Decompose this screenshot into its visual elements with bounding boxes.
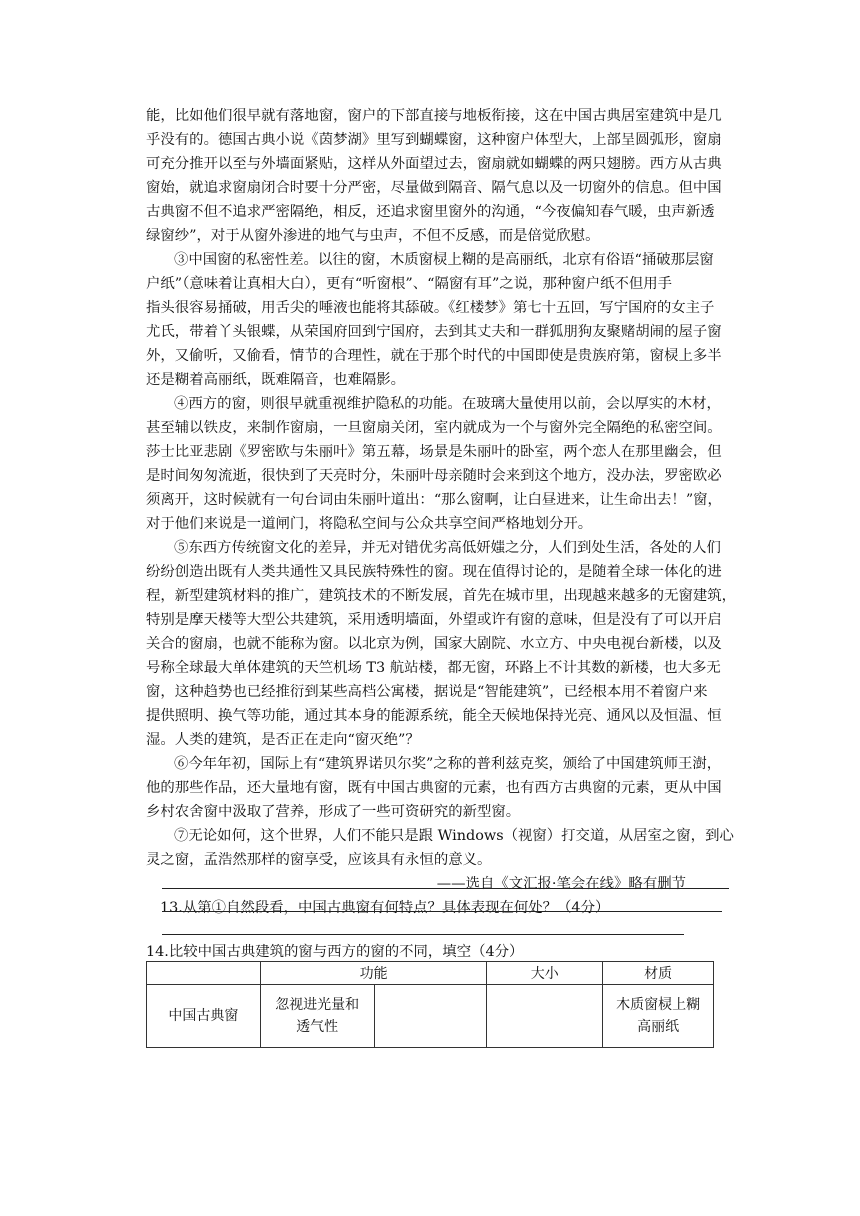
text-line: 他的那些作品，还大量地有窗，既有中国古典窗的元素，也有西方古典窗的元素，更从中国 bbox=[146, 780, 722, 796]
question-13: 13.从第①自然段看，中国古典窗有何特点？具体表现在何处？（4分） bbox=[160, 900, 610, 916]
question-14: 14.比较中国古典建筑的窗与西方的窗的不同，填空（4分） bbox=[146, 944, 524, 960]
header-empty-cell bbox=[147, 962, 261, 985]
text-line: 是时间匆匆流逝，很快到了天亮时分，朱丽叶母亲随时会来到这个地方，没办法，罗密欧必 bbox=[146, 468, 722, 484]
material-line-1: 木质窗棂上糊 bbox=[616, 997, 701, 1013]
header-function: 功能 bbox=[260, 962, 487, 985]
text-line: ④西方的窗，则很早就重视维护隐私的功能。在玻璃大量使用以前，会以厚实的木材， bbox=[174, 396, 721, 412]
text-line: ③中国窗的私密性差。以往的窗，木质窗棂上糊的是高丽纸，北京有俗语“捅破那层窗 bbox=[174, 252, 714, 268]
text-line: 能，比如他们很早就有落地窗，窗户的下部直接与地板衔接，这在中国古典居室建筑中是几 bbox=[146, 108, 722, 124]
table-row bbox=[147, 985, 714, 1048]
text-line: ⑦无论如何，这个世界，人们不能只是跟 Windows（视窗）打交道，从居室之窗，到心 bbox=[174, 828, 734, 844]
answer-line-3[interactable] bbox=[162, 934, 684, 935]
text-line: 对于他们来说是一道闸门，将隐私空间与公众共享空间严格地划分开。 bbox=[146, 516, 593, 532]
text-line: 须离开，这时候就有一句台词由朱丽叶道出：“那么窗啊，让白昼进来，让生命出去！”窗， bbox=[146, 492, 722, 508]
text-line: 外，又偷听，又偷看，情节的合理性，就在于那个时代的中国即使是贵族府第，窗棂上多半 bbox=[146, 348, 722, 364]
material-line-2: 高丽纸 bbox=[637, 1019, 680, 1035]
source-citation: ——选自《文汇报·笔会在线》略有删节 bbox=[436, 876, 686, 892]
text-line: 灵之窗，孟浩然那样的窗享受，应该具有永恒的意义。 bbox=[146, 852, 492, 868]
function-given-line-2: 透气性 bbox=[296, 1019, 339, 1035]
answer-line-2[interactable] bbox=[162, 911, 722, 912]
text-line: 纷纷创造出既有人类共通性又具民族特殊性的窗。现在值得讨论的，是随着全球一体化的进 bbox=[146, 564, 722, 580]
text-line: 还是糊着高丽纸，既难隔音，也难隔影。 bbox=[146, 372, 406, 388]
text-line: 乎没有的。德国古典小说《茵梦湖》里写到蝴蝶窗，这种窗户体型大，上部呈圆弧形，窗扇 bbox=[146, 132, 722, 148]
function-given-line-1: 忽视进光量和 bbox=[275, 997, 360, 1013]
text-line: 可充分推开以至与外墙面紧贴，这样从外面望过去，窗扇就如蝴蝶的两只翅膀。西方从古典 bbox=[146, 156, 722, 172]
header-size: 大小 bbox=[487, 962, 603, 985]
text-line: 提供照明、换气等功能，通过其本身的能源系统，能全天候地保持光亮、通风以及恒温、恒 bbox=[146, 708, 722, 724]
function-blank-cell[interactable] bbox=[374, 985, 487, 1048]
row-label: 中国古典窗 bbox=[147, 985, 261, 1048]
text-line: 号称全球最大单体建筑的天竺机场 T3 航站楼，都无窗，环路上不计其数的新楼，也大多无 bbox=[146, 660, 721, 676]
header-material: 材质 bbox=[603, 962, 714, 985]
text-line: 户纸”（意味着让真相大白），更有“听窗根”、“隔窗有耳”之说，那种窗户纸不但用手 bbox=[146, 276, 673, 292]
text-line: 甚至辅以铁皮，来制作窗扇，一旦窗扇关闭，室内就成为一个与窗外完全隔绝的私密空间。 bbox=[146, 420, 722, 436]
text-line: 古典窗不但不追求严密隔绝，相反，还追求窗里窗外的沟通，“今夜偏知春气暖，虫声新透 bbox=[146, 204, 715, 220]
text-line: 尤氏，带着丫头银蝶，从荣国府回到宁国府，去到其丈夫和一群狐朋狗友聚赌胡闹的屋子窗 bbox=[146, 324, 722, 340]
text-line: 乡村农舍窗中汲取了营养，形成了一些可资研究的新型窗。 bbox=[146, 804, 521, 820]
text-line: 特别是摩天楼等大型公共建筑，采用透明墙面，外望或许有窗的意味，但是没有了可以开启 bbox=[146, 612, 722, 628]
text-line: 指头很容易捅破，用舌尖的唾液也能将其舔破。《红楼梦》第七十五回，写宁国府的女主子 bbox=[146, 300, 715, 316]
text-line: 窗始，就追求窗扇闭合时要十分严密，尽量做到隔音、隔气息以及一切窗外的信息。但中国 bbox=[146, 180, 722, 196]
text-line: ⑥今年年初，国际上有“建筑界诺贝尔奖”之称的普利兹克奖，颁给了中国建筑师王澍， bbox=[174, 756, 722, 772]
text-line: 窗，这种趋势也已经推衍到某些高档公寓楼，据说是“智能建筑”，已经根本用不着窗户来 bbox=[146, 684, 708, 700]
material-cell bbox=[603, 985, 714, 1048]
text-line: ⑤东西方传统窗文化的差异，并无对错优劣高低妍媸之分，人们到处生活，各处的人们 bbox=[174, 540, 721, 556]
text-line: 湿。人类的建筑，是否正在走向“窗灭绝”？ bbox=[146, 732, 420, 748]
text-line: 绿窗纱”，对于从窗外渗进的地气与虫声，不但不反感，而是倍觉欣慰。 bbox=[146, 228, 600, 244]
text-line: 程，新型建筑材料的推广，建筑技术的不断发展，首先在城市里，出现越来越多的无窗建筑， bbox=[146, 588, 736, 604]
size-blank-cell[interactable] bbox=[487, 985, 603, 1048]
answer-line-1[interactable] bbox=[162, 888, 729, 889]
comparison-table bbox=[146, 961, 714, 1048]
function-given-cell bbox=[260, 985, 374, 1048]
text-line: 莎士比亚悲剧《罗密欧与朱丽叶》第五幕，场景是朱丽叶的卧室，两个恋人在那里幽会，但 bbox=[146, 444, 722, 460]
table-header-row bbox=[147, 962, 714, 985]
text-line: 关合的窗扇，也就不能称为窗。以北京为例，国家大剧院、水立方、中央电视台新楼，以及 bbox=[146, 636, 722, 652]
